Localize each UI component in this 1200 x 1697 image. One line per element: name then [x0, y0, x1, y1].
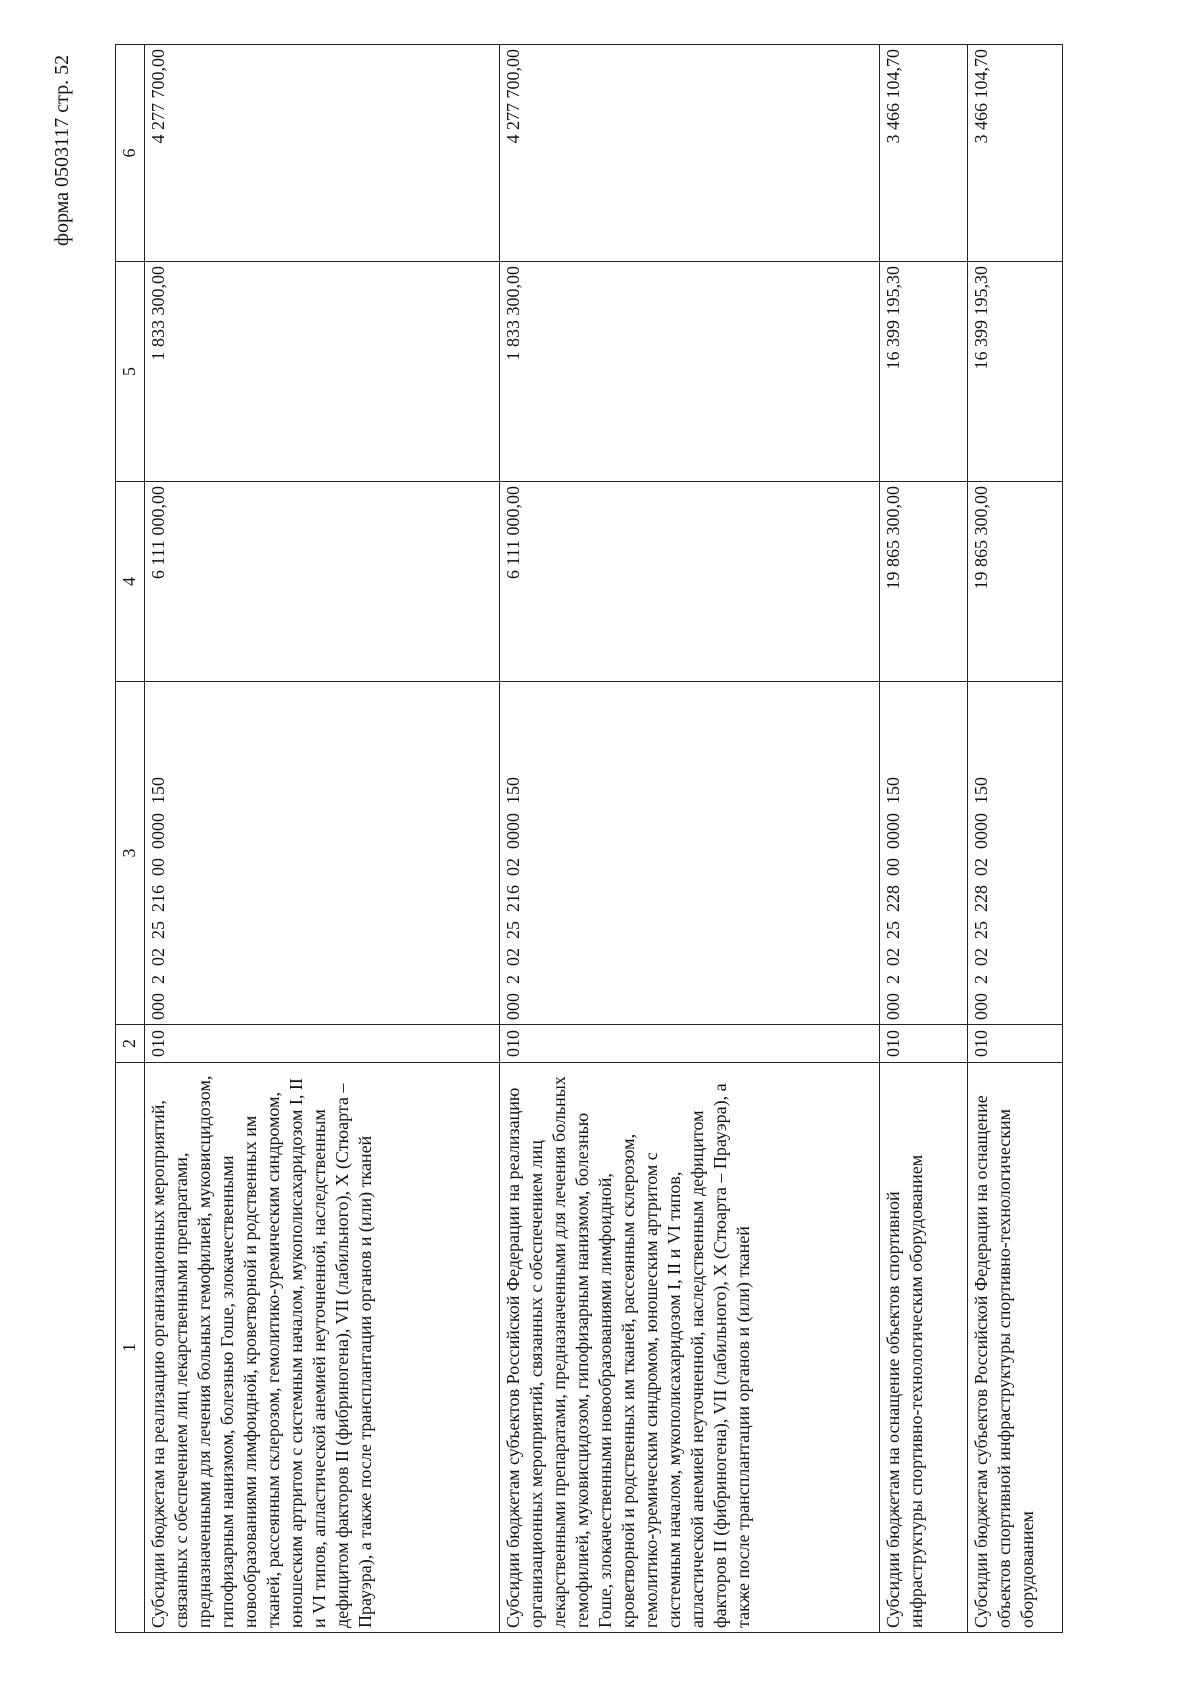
row-code: 010	[968, 1025, 1063, 1063]
column-number-6: 6	[116, 45, 145, 262]
column-number-2: 2	[116, 1025, 145, 1063]
column-number-3: 3	[116, 682, 145, 1025]
row-executed-amount: 1 833 300,00	[500, 262, 880, 482]
row-code: 010	[500, 1025, 880, 1063]
row-unexecuted-amount: 4 277 700,00	[145, 45, 500, 262]
row-code: 010	[145, 1025, 500, 1063]
table-row	[145, 45, 500, 1633]
row-name: Субсидии бюджетам субъектов Российской Федерации на оснащение объектов спортивной инфраструктуры спортивно-технологическим оборудованием	[968, 1063, 1063, 1633]
row-kbk-code: 000 2 02 25 216 00 0000 150	[145, 682, 500, 1025]
form-page-label: форма 0503117 стр. 52	[51, 54, 73, 246]
row-name: Субсидии бюджетам субъектов Российской Федерации на реализацию организационных мероприятий, связанных с обеспечением лиц лекарственными препаратами, предназначенными для лечения больных гемофилией, муковисцидозом, гипофизарным нанизмом, болезнью Гоше, злокачественными новообразованиями лимфоидной, кроветворной и родственных им тканей, рассеянным склерозом, гемолитико-уремическим синдромом, юношеским артритом с системным началом, мукополисахаридозом I, II и VI типов, апластической анемией неуточненной, наследственным дефицитом факторов II (фибриногена), VII (лабильного), X (Стюарта – Прауэра), а также после трансплантации органов и (или) тканей	[500, 1063, 880, 1633]
row-kbk-code: 000 2 02 25 228 00 0000 150	[880, 682, 968, 1025]
row-approved-amount: 6 111 000,00	[145, 482, 500, 682]
column-number-4: 4	[116, 482, 145, 682]
row-approved-amount: 6 111 000,00	[500, 482, 880, 682]
column-number-5: 5	[116, 262, 145, 482]
row-approved-amount: 19 865 300,00	[880, 482, 968, 682]
column-number-row	[116, 45, 145, 1633]
row-name: Субсидии бюджетам на оснащение объектов спортивной инфраструктуры спортивно-технологическим оборудованием	[880, 1063, 968, 1633]
table-row	[880, 45, 968, 1633]
row-unexecuted-amount: 3 466 104,70	[968, 45, 1063, 262]
table-row	[500, 45, 880, 1633]
row-unexecuted-amount: 3 466 104,70	[880, 45, 968, 262]
row-unexecuted-amount: 4 277 700,00	[500, 45, 880, 262]
row-kbk-code: 000 2 02 25 216 02 0000 150	[500, 682, 880, 1025]
row-name: Субсидии бюджетам на реализацию организационных мероприятий, связанных с обеспечением лиц лекарственными препаратами, предназначенными для лечения больных гемофилией, муковисцидозом, гипофизарным нанизмом, болезнью Гоше, злокачественными новообразованиями лимфоидной, кроветворной и родственных им тканей, рассеянным склерозом, гемолитико-уремическим синдромом, юношеским артритом с системным началом, мукополисахаридозом I, II и VI типов, апластической анемией неуточненной, наследственным дефицитом факторов II (фибриногена), VII (лабильного), X (Стюарта – Прауэра), а также после трансплантации органов и (или) тканей	[145, 1063, 500, 1633]
row-executed-amount: 16 399 195,30	[880, 262, 968, 482]
row-approved-amount: 19 865 300,00	[968, 482, 1063, 682]
rotated-table-wrapper	[115, 45, 1125, 1633]
table-row	[968, 45, 1063, 1633]
row-executed-amount: 16 399 195,30	[968, 262, 1063, 482]
row-executed-amount: 1 833 300,00	[145, 262, 500, 482]
report-table	[115, 44, 1063, 1633]
column-number-1: 1	[116, 1063, 145, 1633]
row-kbk-code: 000 2 02 25 228 02 0000 150	[968, 682, 1063, 1025]
row-code: 010	[880, 1025, 968, 1063]
